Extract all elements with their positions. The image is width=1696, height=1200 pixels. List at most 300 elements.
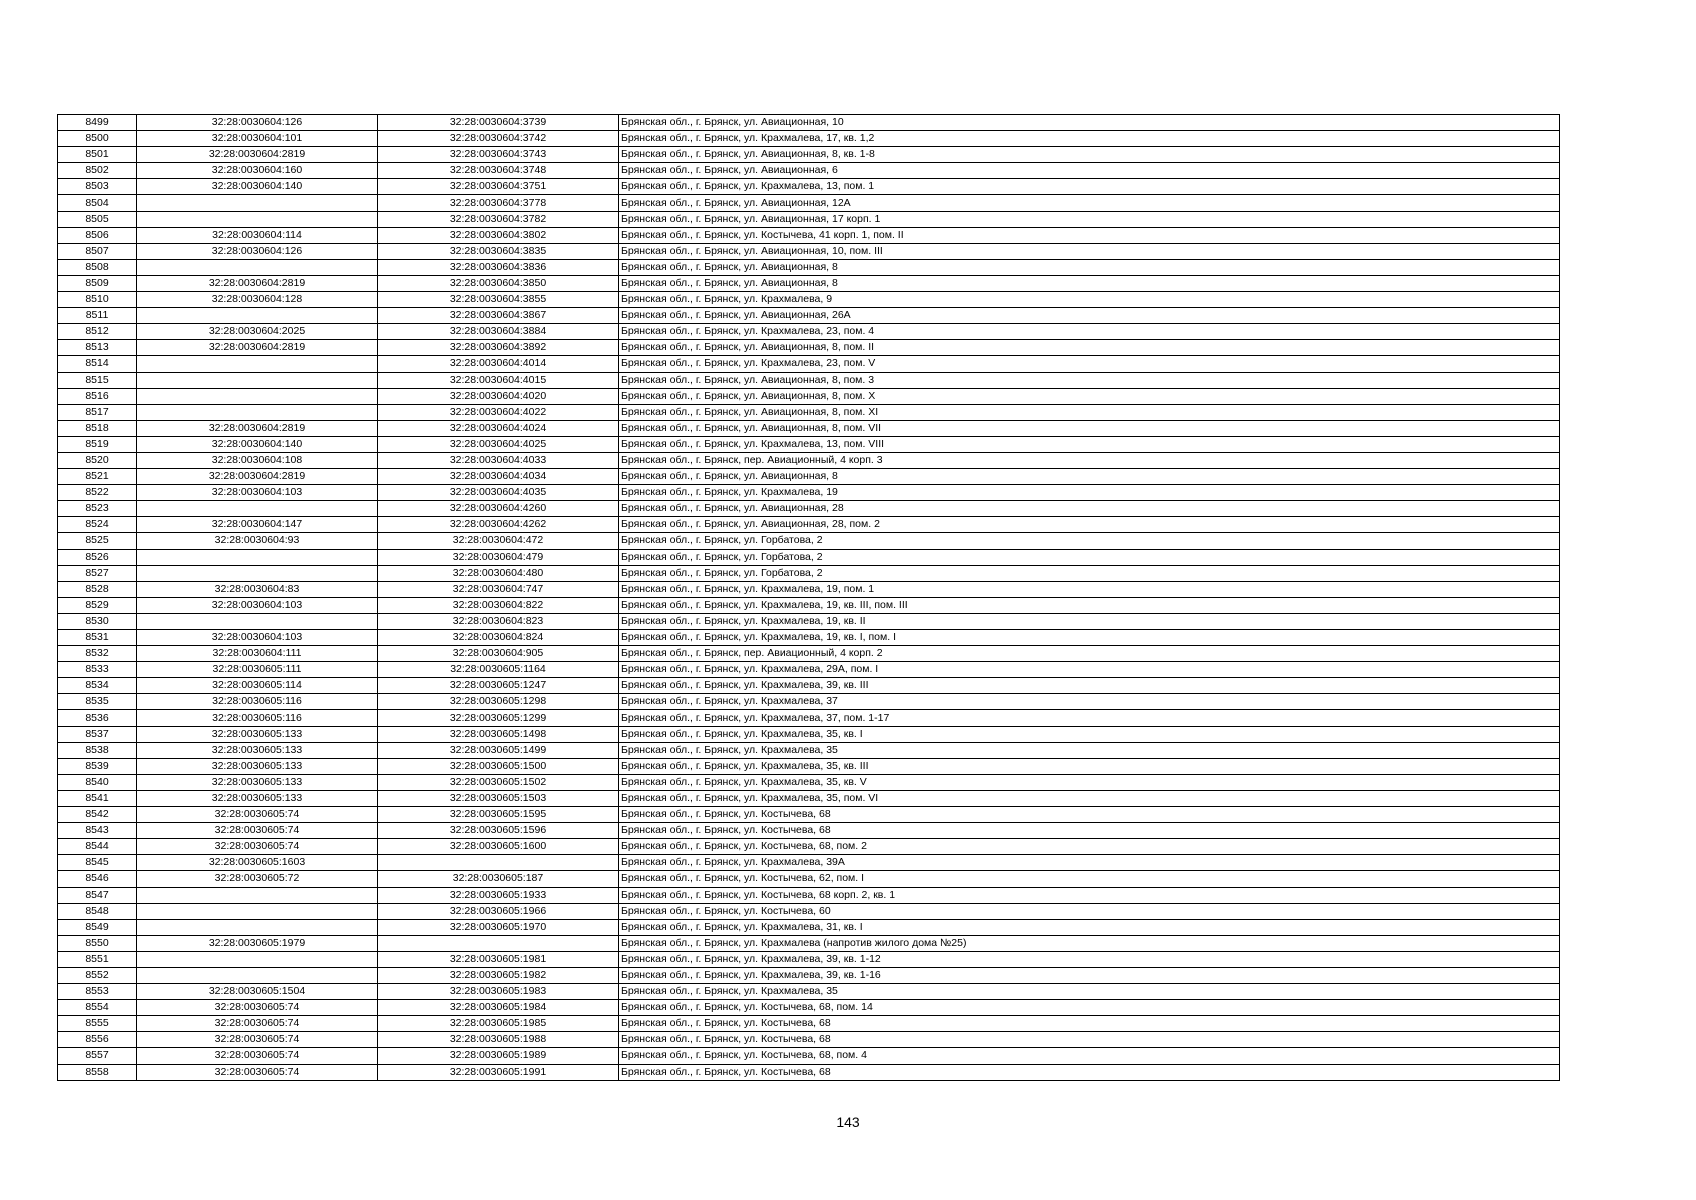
- address-cell: Брянская обл., г. Брянск, ул. Авиационная, 8, пом. 3: [619, 372, 1560, 388]
- row-number-cell: 8500: [58, 131, 137, 147]
- object-number-cell: 32:28:0030604:3850: [378, 275, 619, 291]
- parcel-number-cell: 32:28:0030604:2819: [137, 147, 378, 163]
- parcel-number-cell: [137, 501, 378, 517]
- table-row: [58, 984, 1560, 1000]
- address-cell: Брянская обл., г. Брянск, ул. Костычева, 68: [619, 1064, 1560, 1080]
- address-cell: Брянская обл., г. Брянск, ул. Крахмалева, 35, пом. VI: [619, 790, 1560, 806]
- table-row: [58, 565, 1560, 581]
- row-number-cell: 8521: [58, 469, 137, 485]
- object-number-cell: 32:28:0030605:1298: [378, 694, 619, 710]
- address-cell: Брянская обл., г. Брянск, ул. Авиационная, 12А: [619, 195, 1560, 211]
- row-number-cell: 8510: [58, 292, 137, 308]
- address-cell: Брянская обл., г. Брянск, ул. Крахмалева, 39, кв. III: [619, 678, 1560, 694]
- address-cell: Брянская обл., г. Брянск, ул. Крахмалева, 39, кв. 1-16: [619, 967, 1560, 983]
- object-number-cell: 32:28:0030605:1299: [378, 710, 619, 726]
- address-cell: Брянская обл., г. Брянск, ул. Крахмалева, 19: [619, 485, 1560, 501]
- address-cell: Брянская обл., г. Брянск, ул. Костычева, 68: [619, 807, 1560, 823]
- address-cell: Брянская обл., г. Брянск, ул. Крахмалева, 35, кв. V: [619, 774, 1560, 790]
- table-row: [58, 742, 1560, 758]
- parcel-number-cell: [137, 356, 378, 372]
- row-number-cell: 8546: [58, 871, 137, 887]
- table-row: [58, 485, 1560, 501]
- object-number-cell: 32:28:0030605:1596: [378, 823, 619, 839]
- object-number-cell: 32:28:0030605:1595: [378, 807, 619, 823]
- address-cell: Брянская обл., г. Брянск, ул. Костычева, 62, пом. I: [619, 871, 1560, 887]
- row-number-cell: 8514: [58, 356, 137, 372]
- address-cell: Брянская обл., г. Брянск, ул. Крахмалева, 39А: [619, 855, 1560, 871]
- object-number-cell: 32:28:0030605:1983: [378, 984, 619, 1000]
- row-number-cell: 8509: [58, 275, 137, 291]
- table-row: [58, 1032, 1560, 1048]
- object-number-cell: 32:28:0030605:1989: [378, 1048, 619, 1064]
- object-number-cell: 32:28:0030604:3748: [378, 163, 619, 179]
- table-row: [58, 340, 1560, 356]
- object-number-cell: 32:28:0030605:1970: [378, 919, 619, 935]
- table-row: [58, 855, 1560, 871]
- object-number-cell: 32:28:0030604:824: [378, 630, 619, 646]
- table-row: [58, 179, 1560, 195]
- row-number-cell: 8542: [58, 807, 137, 823]
- parcel-number-cell: [137, 195, 378, 211]
- object-number-cell: [378, 855, 619, 871]
- address-cell: Брянская обл., г. Брянск, ул. Авиационная, 6: [619, 163, 1560, 179]
- parcel-number-cell: 32:28:0030604:2025: [137, 324, 378, 340]
- parcel-number-cell: [137, 308, 378, 324]
- object-number-cell: 32:28:0030604:3836: [378, 259, 619, 275]
- address-cell: Брянская обл., г. Брянск, ул. Крахмалева, 19, кв. III, пом. III: [619, 597, 1560, 613]
- object-number-cell: 32:28:0030605:1988: [378, 1032, 619, 1048]
- object-number-cell: 32:28:0030604:4014: [378, 356, 619, 372]
- parcel-number-cell: 32:28:0030604:2819: [137, 340, 378, 356]
- table-row: [58, 211, 1560, 227]
- address-cell: Брянская обл., г. Брянск, ул. Авиационная, 28: [619, 501, 1560, 517]
- row-number-cell: 8555: [58, 1016, 137, 1032]
- row-number-cell: 8511: [58, 308, 137, 324]
- table-row: [58, 646, 1560, 662]
- address-cell: Брянская обл., г. Брянск, ул. Крахмалева, 13, пом. VIII: [619, 436, 1560, 452]
- page-number: 143: [836, 1114, 860, 1130]
- object-number-cell: 32:28:0030604:4022: [378, 404, 619, 420]
- object-number-cell: 32:28:0030604:4035: [378, 485, 619, 501]
- table-row: [58, 131, 1560, 147]
- address-cell: Брянская обл., г. Брянск, ул. Авиационная, 8, пом. XI: [619, 404, 1560, 420]
- row-number-cell: 8502: [58, 163, 137, 179]
- parcel-number-cell: 32:28:0030604:160: [137, 163, 378, 179]
- table-row: [58, 694, 1560, 710]
- table-row: [58, 597, 1560, 613]
- table-row: [58, 774, 1560, 790]
- object-number-cell: 32:28:0030605:1247: [378, 678, 619, 694]
- object-number-cell: 32:28:0030604:4262: [378, 517, 619, 533]
- address-cell: Брянская обл., г. Брянск, ул. Крахмалева, 29А, пом. I: [619, 662, 1560, 678]
- address-cell: Брянская обл., г. Брянск, ул. Крахмалева, 23, пом. 4: [619, 324, 1560, 340]
- parcel-number-cell: 32:28:0030605:133: [137, 774, 378, 790]
- address-cell: Брянская обл., г. Брянск, ул. Авиационная, 28, пом. 2: [619, 517, 1560, 533]
- row-number-cell: 8533: [58, 662, 137, 678]
- address-cell: Брянская обл., г. Брянск, ул. Авиационная, 10: [619, 115, 1560, 131]
- address-cell: Брянская обл., г. Брянск, ул. Костычева, 60: [619, 903, 1560, 919]
- row-number-cell: 8532: [58, 646, 137, 662]
- address-cell: Брянская обл., г. Брянск, ул. Костычева, 68 корп. 2, кв. 1: [619, 887, 1560, 903]
- row-number-cell: 8507: [58, 243, 137, 259]
- object-number-cell: 32:28:0030605:1164: [378, 662, 619, 678]
- parcel-number-cell: 32:28:0030604:103: [137, 630, 378, 646]
- parcel-number-cell: 32:28:0030604:111: [137, 646, 378, 662]
- table-row: [58, 404, 1560, 420]
- table-row: [58, 1016, 1560, 1032]
- object-number-cell: 32:28:0030604:3802: [378, 227, 619, 243]
- row-number-cell: 8547: [58, 887, 137, 903]
- object-number-cell: 32:28:0030604:3782: [378, 211, 619, 227]
- parcel-number-cell: 32:28:0030604:2819: [137, 469, 378, 485]
- table-row: [58, 903, 1560, 919]
- address-cell: Брянская обл., г. Брянск, ул. Авиационная, 8: [619, 259, 1560, 275]
- row-number-cell: 8504: [58, 195, 137, 211]
- row-number-cell: 8525: [58, 533, 137, 549]
- parcel-number-cell: [137, 211, 378, 227]
- object-number-cell: 32:28:0030605:1502: [378, 774, 619, 790]
- parcel-number-cell: 32:28:0030604:101: [137, 131, 378, 147]
- object-number-cell: 32:28:0030604:3892: [378, 340, 619, 356]
- row-number-cell: 8551: [58, 951, 137, 967]
- object-number-cell: 32:28:0030604:3867: [378, 308, 619, 324]
- row-number-cell: 8538: [58, 742, 137, 758]
- object-number-cell: 32:28:0030605:1966: [378, 903, 619, 919]
- address-cell: Брянская обл., г. Брянск, ул. Костычева, 68, пом. 4: [619, 1048, 1560, 1064]
- parcel-number-cell: 32:28:0030604:140: [137, 179, 378, 195]
- row-number-cell: 8541: [58, 790, 137, 806]
- object-number-cell: 32:28:0030604:4025: [378, 436, 619, 452]
- parcel-number-cell: [137, 903, 378, 919]
- table-row: [58, 115, 1560, 131]
- object-number-cell: 32:28:0030605:1984: [378, 1000, 619, 1016]
- row-number-cell: 8537: [58, 726, 137, 742]
- object-number-cell: 32:28:0030604:4020: [378, 388, 619, 404]
- row-number-cell: 8552: [58, 967, 137, 983]
- table-row: [58, 790, 1560, 806]
- row-number-cell: 8522: [58, 485, 137, 501]
- object-number-cell: 32:28:0030604:3751: [378, 179, 619, 195]
- parcel-number-cell: [137, 967, 378, 983]
- table-row: [58, 807, 1560, 823]
- parcel-number-cell: 32:28:0030604:128: [137, 292, 378, 308]
- object-number-cell: 32:28:0030605:1933: [378, 887, 619, 903]
- parcel-number-cell: 32:28:0030604:2819: [137, 275, 378, 291]
- row-number-cell: 8548: [58, 903, 137, 919]
- address-cell: Брянская обл., г. Брянск, ул. Костычева, 68: [619, 1016, 1560, 1032]
- parcel-number-cell: 32:28:0030605:133: [137, 726, 378, 742]
- table-row: [58, 324, 1560, 340]
- object-number-cell: 32:28:0030605:1982: [378, 967, 619, 983]
- address-cell: Брянская обл., г. Брянск, ул. Авиационная, 26А: [619, 308, 1560, 324]
- row-number-cell: 8505: [58, 211, 137, 227]
- table-row: [58, 630, 1560, 646]
- parcel-number-cell: 32:28:0030605:116: [137, 710, 378, 726]
- address-cell: Брянская обл., г. Брянск, ул. Авиационная, 8, пом. X: [619, 388, 1560, 404]
- object-number-cell: 32:28:0030604:3778: [378, 195, 619, 211]
- row-number-cell: 8535: [58, 694, 137, 710]
- table-row: [58, 436, 1560, 452]
- row-number-cell: 8539: [58, 758, 137, 774]
- object-number-cell: 32:28:0030604:905: [378, 646, 619, 662]
- table-row: [58, 710, 1560, 726]
- address-cell: Брянская обл., г. Брянск, ул. Крахмалева, 35, кв. I: [619, 726, 1560, 742]
- parcel-number-cell: 32:28:0030604:93: [137, 533, 378, 549]
- row-number-cell: 8499: [58, 115, 137, 131]
- table-row: [58, 227, 1560, 243]
- object-number-cell: 32:28:0030604:3743: [378, 147, 619, 163]
- object-number-cell: 32:28:0030605:1499: [378, 742, 619, 758]
- parcel-number-cell: 32:28:0030604:147: [137, 517, 378, 533]
- parcel-number-cell: [137, 887, 378, 903]
- parcel-number-cell: [137, 404, 378, 420]
- parcel-number-cell: [137, 259, 378, 275]
- table-row: [58, 935, 1560, 951]
- object-number-cell: 32:28:0030604:3884: [378, 324, 619, 340]
- parcel-number-cell: 32:28:0030605:1979: [137, 935, 378, 951]
- address-cell: Брянская обл., г. Брянск, ул. Крахмалева, 17, кв. 1,2: [619, 131, 1560, 147]
- row-number-cell: 8536: [58, 710, 137, 726]
- address-cell: Брянская обл., г. Брянск, ул. Крахмалева, 23, пом. V: [619, 356, 1560, 372]
- address-cell: Брянская обл., г. Брянск, ул. Костычева, 41 корп. 1, пом. II: [619, 227, 1560, 243]
- table-row: [58, 678, 1560, 694]
- row-number-cell: 8534: [58, 678, 137, 694]
- row-number-cell: 8515: [58, 372, 137, 388]
- address-cell: Брянская обл., г. Брянск, ул. Горбатова, 2: [619, 533, 1560, 549]
- address-cell: Брянская обл., г. Брянск, ул. Крахмалева, 9: [619, 292, 1560, 308]
- object-number-cell: 32:28:0030604:4034: [378, 469, 619, 485]
- object-number-cell: 32:28:0030604:472: [378, 533, 619, 549]
- row-number-cell: 8557: [58, 1048, 137, 1064]
- address-cell: Брянская обл., г. Брянск, ул. Авиационная, 17 корп. 1: [619, 211, 1560, 227]
- address-cell: Брянская обл., г. Брянск, ул. Крахмалева, 31, кв. I: [619, 919, 1560, 935]
- address-cell: Брянская обл., г. Брянск, ул. Костычева, 68: [619, 823, 1560, 839]
- row-number-cell: 8530: [58, 613, 137, 629]
- table-row: [58, 275, 1560, 291]
- table-row: [58, 163, 1560, 179]
- row-number-cell: 8553: [58, 984, 137, 1000]
- address-cell: Брянская обл., г. Брянск, ул. Крахмалева, 19, кв. II: [619, 613, 1560, 629]
- table-row: [58, 452, 1560, 468]
- address-cell: Брянская обл., г. Брянск, ул. Костычева, 68: [619, 1032, 1560, 1048]
- table-row: [58, 549, 1560, 565]
- table-row: [58, 919, 1560, 935]
- parcel-number-cell: 32:28:0030605:1603: [137, 855, 378, 871]
- parcel-number-cell: 32:28:0030605:74: [137, 1016, 378, 1032]
- object-number-cell: 32:28:0030604:823: [378, 613, 619, 629]
- parcel-number-cell: 32:28:0030604:2819: [137, 420, 378, 436]
- parcel-number-cell: 32:28:0030605:74: [137, 823, 378, 839]
- table-row: [58, 308, 1560, 324]
- parcel-number-cell: 32:28:0030605:111: [137, 662, 378, 678]
- row-number-cell: 8554: [58, 1000, 137, 1016]
- address-cell: Брянская обл., г. Брянск, ул. Крахмалева, 35: [619, 742, 1560, 758]
- address-cell: Брянская обл., г. Брянск, ул. Крахмалева, 35, кв. III: [619, 758, 1560, 774]
- row-number-cell: 8506: [58, 227, 137, 243]
- table-row: [58, 469, 1560, 485]
- object-number-cell: 32:28:0030604:822: [378, 597, 619, 613]
- address-cell: Брянская обл., г. Брянск, пер. Авиационный, 4 корп. 2: [619, 646, 1560, 662]
- parcel-number-cell: 32:28:0030605:133: [137, 742, 378, 758]
- object-number-cell: 32:28:0030604:747: [378, 581, 619, 597]
- parcel-number-cell: 32:28:0030605:74: [137, 1064, 378, 1080]
- address-cell: Брянская обл., г. Брянск, ул. Авиационная, 8: [619, 469, 1560, 485]
- table-row: [58, 823, 1560, 839]
- parcel-number-cell: 32:28:0030605:133: [137, 758, 378, 774]
- address-cell: Брянская обл., г. Брянск, ул. Авиационная, 8, кв. 1-8: [619, 147, 1560, 163]
- table-row: [58, 517, 1560, 533]
- parcel-number-cell: 32:28:0030605:72: [137, 871, 378, 887]
- parcel-number-cell: 32:28:0030604:108: [137, 452, 378, 468]
- parcel-number-cell: 32:28:0030605:74: [137, 1048, 378, 1064]
- row-number-cell: 8526: [58, 549, 137, 565]
- object-number-cell: 32:28:0030604:4015: [378, 372, 619, 388]
- parcel-number-cell: [137, 388, 378, 404]
- row-number-cell: 8558: [58, 1064, 137, 1080]
- address-cell: Брянская обл., г. Брянск, ул. Крахмалева, 37: [619, 694, 1560, 710]
- row-number-cell: 8544: [58, 839, 137, 855]
- address-cell: Брянская обл., г. Брянск, ул. Крахмалева, 19, кв. I, пом. I: [619, 630, 1560, 646]
- row-number-cell: 8508: [58, 259, 137, 275]
- row-number-cell: 8524: [58, 517, 137, 533]
- parcel-number-cell: 32:28:0030604:126: [137, 115, 378, 131]
- parcel-number-cell: 32:28:0030604:103: [137, 597, 378, 613]
- parcel-number-cell: 32:28:0030605:114: [137, 678, 378, 694]
- address-cell: Брянская обл., г. Брянск, ул. Авиационная, 8: [619, 275, 1560, 291]
- table-row: [58, 839, 1560, 855]
- object-number-cell: 32:28:0030604:479: [378, 549, 619, 565]
- address-cell: Брянская обл., г. Брянск, ул. Крахмалева, 19, пом. 1: [619, 581, 1560, 597]
- address-cell: Брянская обл., г. Брянск, ул. Крахмалева, 39, кв. 1-12: [619, 951, 1560, 967]
- row-number-cell: 8550: [58, 935, 137, 951]
- object-number-cell: 32:28:0030604:3739: [378, 115, 619, 131]
- row-number-cell: 8528: [58, 581, 137, 597]
- object-number-cell: 32:28:0030604:3742: [378, 131, 619, 147]
- parcel-number-cell: 32:28:0030605:74: [137, 839, 378, 855]
- object-number-cell: 32:28:0030605:1600: [378, 839, 619, 855]
- registry-table-body: [58, 115, 1560, 1081]
- address-cell: Брянская обл., г. Брянск, ул. Авиационная, 8, пом. VII: [619, 420, 1560, 436]
- table-row: [58, 1000, 1560, 1016]
- table-row: [58, 662, 1560, 678]
- table-row: [58, 243, 1560, 259]
- row-number-cell: 8501: [58, 147, 137, 163]
- parcel-number-cell: 32:28:0030605:74: [137, 807, 378, 823]
- row-number-cell: 8545: [58, 855, 137, 871]
- address-cell: Брянская обл., г. Брянск, ул. Крахмалева (напротив жилого дома №25): [619, 935, 1560, 951]
- table-row: [58, 356, 1560, 372]
- parcel-number-cell: 32:28:0030605:74: [137, 1000, 378, 1016]
- object-number-cell: 32:28:0030605:1985: [378, 1016, 619, 1032]
- parcel-number-cell: [137, 951, 378, 967]
- parcel-number-cell: 32:28:0030605:116: [137, 694, 378, 710]
- table-row: [58, 372, 1560, 388]
- object-number-cell: 32:28:0030605:1503: [378, 790, 619, 806]
- table-row: [58, 887, 1560, 903]
- address-cell: Брянская обл., г. Брянск, пер. Авиационный, 4 корп. 3: [619, 452, 1560, 468]
- address-cell: Брянская обл., г. Брянск, ул. Крахмалева, 13, пом. 1: [619, 179, 1560, 195]
- table-row: [58, 388, 1560, 404]
- object-number-cell: 32:28:0030604:4260: [378, 501, 619, 517]
- parcel-number-cell: 32:28:0030605:74: [137, 1032, 378, 1048]
- object-number-cell: 32:28:0030604:480: [378, 565, 619, 581]
- object-number-cell: 32:28:0030604:3855: [378, 292, 619, 308]
- table-row: [58, 758, 1560, 774]
- table-row: [58, 1064, 1560, 1080]
- object-number-cell: 32:28:0030604:4024: [378, 420, 619, 436]
- parcel-number-cell: 32:28:0030604:103: [137, 485, 378, 501]
- address-cell: Брянская обл., г. Брянск, ул. Костычева, 68, пом. 2: [619, 839, 1560, 855]
- table-row: [58, 147, 1560, 163]
- row-number-cell: 8520: [58, 452, 137, 468]
- object-number-cell: 32:28:0030605:1500: [378, 758, 619, 774]
- parcel-number-cell: 32:28:0030605:133: [137, 790, 378, 806]
- table-row: [58, 1048, 1560, 1064]
- object-number-cell: 32:28:0030605:1498: [378, 726, 619, 742]
- parcel-number-cell: [137, 613, 378, 629]
- table-row: [58, 967, 1560, 983]
- table-row: [58, 292, 1560, 308]
- parcel-number-cell: [137, 549, 378, 565]
- table-row: [58, 420, 1560, 436]
- table-row: [58, 501, 1560, 517]
- parcel-number-cell: [137, 565, 378, 581]
- row-number-cell: 8517: [58, 404, 137, 420]
- table-row: [58, 951, 1560, 967]
- address-cell: Брянская обл., г. Брянск, ул. Костычева, 68, пом. 14: [619, 1000, 1560, 1016]
- row-number-cell: 8531: [58, 630, 137, 646]
- table-row: [58, 533, 1560, 549]
- row-number-cell: 8556: [58, 1032, 137, 1048]
- parcel-number-cell: [137, 919, 378, 935]
- parcel-number-cell: 32:28:0030604:83: [137, 581, 378, 597]
- parcel-number-cell: 32:28:0030605:1504: [137, 984, 378, 1000]
- row-number-cell: 8513: [58, 340, 137, 356]
- table-row: [58, 613, 1560, 629]
- row-number-cell: 8527: [58, 565, 137, 581]
- object-number-cell: 32:28:0030605:187: [378, 871, 619, 887]
- address-cell: Брянская обл., г. Брянск, ул. Авиационная, 8, пом. II: [619, 340, 1560, 356]
- parcel-number-cell: 32:28:0030604:126: [137, 243, 378, 259]
- parcel-number-cell: [137, 372, 378, 388]
- row-number-cell: 8540: [58, 774, 137, 790]
- row-number-cell: 8549: [58, 919, 137, 935]
- row-number-cell: 8518: [58, 420, 137, 436]
- address-cell: Брянская обл., г. Брянск, ул. Горбатова, 2: [619, 549, 1560, 565]
- row-number-cell: 8503: [58, 179, 137, 195]
- table-row: [58, 871, 1560, 887]
- table-row: [58, 726, 1560, 742]
- object-number-cell: [378, 935, 619, 951]
- row-number-cell: 8523: [58, 501, 137, 517]
- object-number-cell: 32:28:0030605:1981: [378, 951, 619, 967]
- object-number-cell: 32:28:0030604:4033: [378, 452, 619, 468]
- row-number-cell: 8512: [58, 324, 137, 340]
- table-row: [58, 581, 1560, 597]
- parcel-number-cell: 32:28:0030604:114: [137, 227, 378, 243]
- table-row: [58, 195, 1560, 211]
- parcel-number-cell: 32:28:0030604:140: [137, 436, 378, 452]
- address-cell: Брянская обл., г. Брянск, ул. Авиационная, 10, пом. III: [619, 243, 1560, 259]
- table-row: [58, 259, 1560, 275]
- registry-table: [57, 114, 1560, 1081]
- object-number-cell: 32:28:0030604:3835: [378, 243, 619, 259]
- row-number-cell: 8529: [58, 597, 137, 613]
- row-number-cell: 8519: [58, 436, 137, 452]
- address-cell: Брянская обл., г. Брянск, ул. Крахмалева, 37, пом. 1-17: [619, 710, 1560, 726]
- object-number-cell: 32:28:0030605:1991: [378, 1064, 619, 1080]
- address-cell: Брянская обл., г. Брянск, ул. Крахмалева, 35: [619, 984, 1560, 1000]
